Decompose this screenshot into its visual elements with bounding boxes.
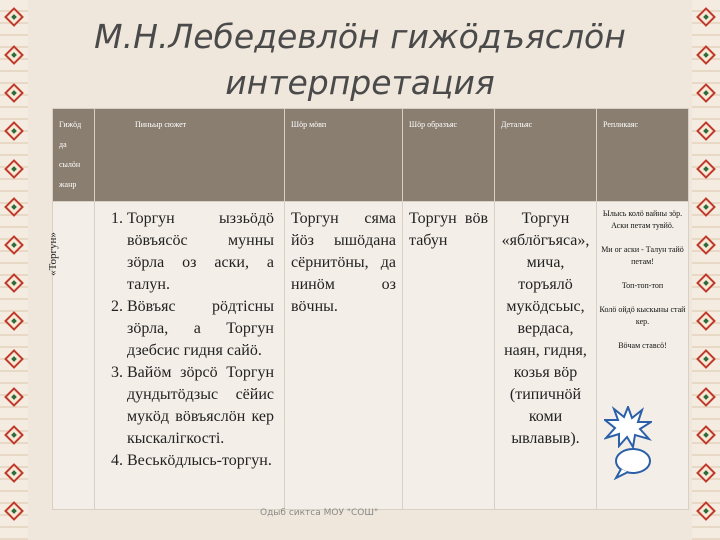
- ornament-icon: [696, 159, 716, 179]
- ornament-icon: [696, 121, 716, 141]
- replica-item: Топ-топ-топ: [621, 281, 664, 290]
- ornament-icon: [696, 311, 716, 331]
- images-text: Торгун вӧв табун: [409, 210, 488, 249]
- plot-list: [121, 208, 274, 472]
- ornament-icon: [4, 463, 24, 483]
- right-ornament-border: [692, 0, 720, 540]
- ornament-icon: [696, 197, 716, 217]
- ornament-icon: [4, 425, 24, 445]
- images-cell: [403, 202, 495, 510]
- ornament-icon: [4, 45, 24, 65]
- replica-item: Ылысь колӧ вайны зӧр. Аски петам тувйӧ.: [602, 209, 683, 230]
- table-header-row: [53, 109, 689, 202]
- details-text: Торгун «яблӧгъяса», мича, торъялӧ мукӧдсьыс, вердаса, наян, гидня, козья вӧр (типичнӧй коми ывлавыв).: [501, 210, 590, 447]
- ornament-icon: [4, 197, 24, 217]
- replicas-list: [597, 202, 688, 370]
- ornament-icon: [696, 425, 716, 445]
- interpretation-table: [46, 108, 689, 510]
- left-ornament-border: [0, 0, 28, 540]
- row-label-cell: [46, 202, 95, 510]
- ornament-icon: [4, 83, 24, 103]
- ornament-icon: [696, 45, 716, 65]
- list-item: 2. Вӧвъяс рӧдтісны зӧрла, а Торгун дзебсис гидня сайӧ.: [127, 296, 274, 362]
- ornament-icon: [4, 273, 24, 293]
- footer-text: Одыб сиктса МОУ "СОШ": [260, 508, 379, 518]
- ornament-icon: [696, 235, 716, 255]
- ornament-icon: [696, 83, 716, 103]
- header-images: Шӧр образъяс: [403, 109, 495, 202]
- ornament-icon: [696, 273, 716, 293]
- plot-cell: [95, 202, 285, 510]
- ornament-icon: [4, 7, 24, 27]
- details-cell: [495, 202, 597, 510]
- ornament-icon: [696, 387, 716, 407]
- ornament-icon: [4, 501, 24, 521]
- header-plot: Пиньыр сюжет: [95, 109, 285, 202]
- slide-title: М.Н.Лебедевлӧн гижӧдъяслӧн интерпретация: [94, 17, 626, 102]
- list-item: 3. Вайӧм зӧрсӧ Торгун дундытӧдзыс сёйис мукӧд вӧвъяслӧн кер кыскалігкості.: [127, 362, 274, 450]
- replica-item: Колӧ ойдӧ кыскыны стай кер.: [599, 305, 686, 326]
- burst-icon: [604, 406, 652, 448]
- ornament-icon: [696, 463, 716, 483]
- list-item: 4. Веськӧдлысь-торгун.: [127, 450, 274, 472]
- list-item: 1. Торгун ыззьӧдӧ вӧвъясӧс мунны зӧрла оз аски, а талун.: [127, 208, 274, 296]
- header-genre: Гижӧд да сылӧн жанр: [53, 109, 95, 202]
- row-label: «Торгун»: [46, 232, 59, 276]
- ornament-icon: [4, 159, 24, 179]
- replica-item: Ми ог аски - Талун тайӧ петам!: [601, 245, 684, 266]
- ornament-icon: [4, 235, 24, 255]
- replica-item: Вӧчам ставсӧ!: [618, 341, 667, 350]
- heroes-text: Торгун сяма йӧз ышӧдана сёрнитӧны, да нинӧм оз вӧчны.: [291, 210, 396, 315]
- ornament-icon: [4, 349, 24, 369]
- header-details: Детальяс: [495, 109, 597, 202]
- ornament-icon: [696, 349, 716, 369]
- ornament-icon: [696, 501, 716, 521]
- ornament-icon: [4, 387, 24, 407]
- ornament-icon: [4, 311, 24, 331]
- header-heroes: Шӧр мӧвп: [285, 109, 403, 202]
- table-row: [53, 202, 689, 510]
- heroes-cell: [285, 202, 403, 510]
- header-replicas: Репликаяс: [597, 109, 689, 202]
- speech-bubble-icon: [612, 446, 652, 480]
- ornament-icon: [696, 7, 716, 27]
- ornament-icon: [4, 121, 24, 141]
